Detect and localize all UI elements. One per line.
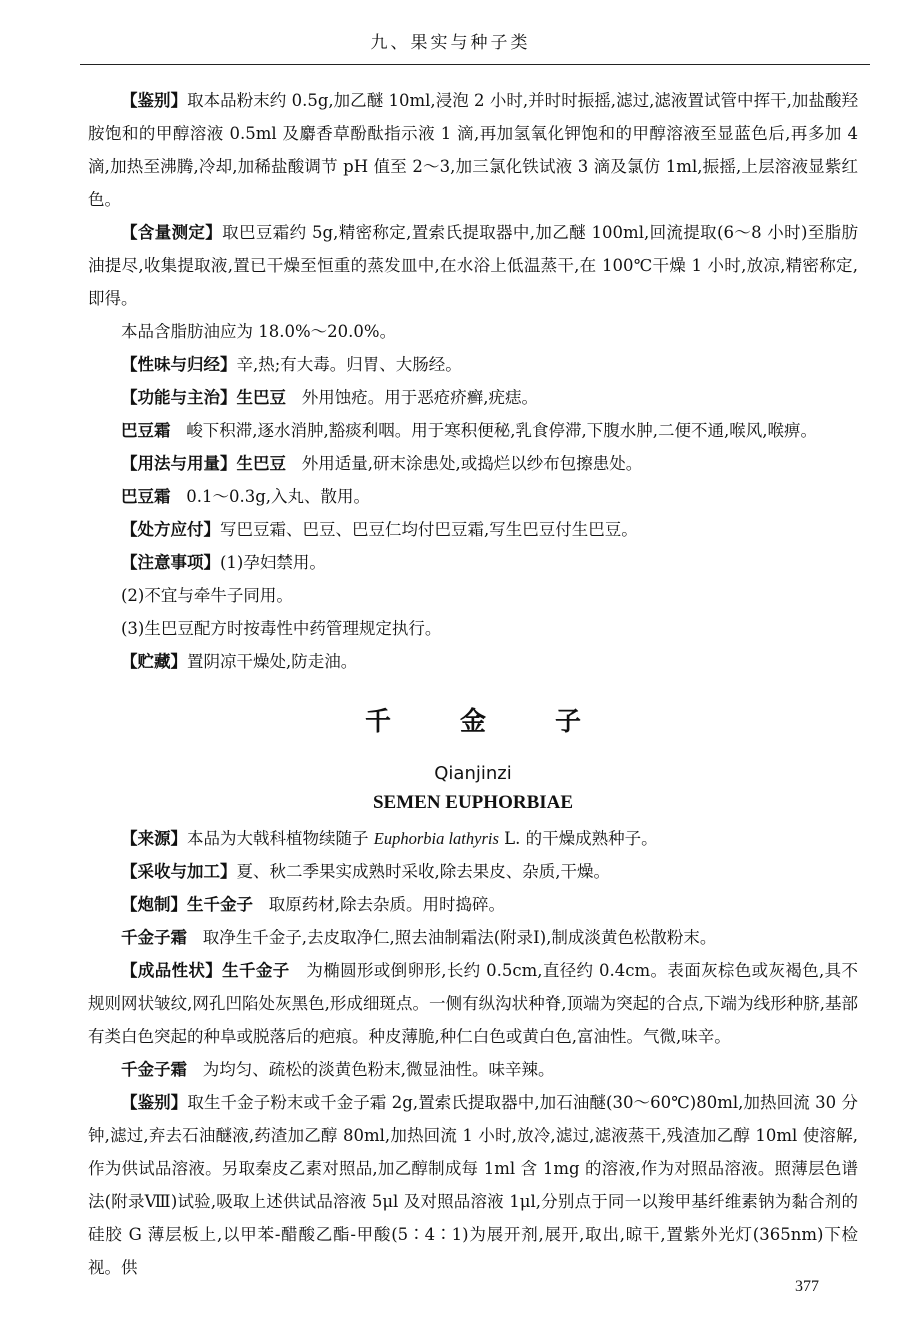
- heading-usage: 【用法与用量】: [121, 454, 237, 473]
- heading-identification: 【鉴别】: [121, 91, 188, 110]
- text-identification-2: 取生千金子粉末或千金子霜 2g,置索氏提取器中,加石油醚(30～60℃)80ml,加热回流 30 分钟,滤过,弃去石油醚液,药渣加乙醇 80ml,加热回流 1 小时,放冷,滤过,滤液蒸干,残渣加乙醇 10ml 使溶解,作为供试品溶液。另取秦皮乙素对照品,加乙醇制成每 1ml 含 1mg 的溶液,作为对照品溶液。照薄层色谱法(附录Ⅷ)试验,吸取上述供试品溶液 5μl 及对照品溶液 1μl,分别点于同一以羧甲基纤维素钠为黏合剂的硅胶 G 薄层板上,以甲苯-醋酸乙酯-甲酸(5∶4∶1)为展开剂,展开,取出,晾干,置紫外光灯(365nm)下检视。供: [88, 1093, 858, 1277]
- text-assay: 取巴豆霜约 5g,精密称定,置索氏提取器中,加乙醚 100ml,回流提取(6～8 小时)至脂肪油提尽,收集提取液,置已干燥至恒重的蒸发皿中,在水浴上低温蒸干,在 100℃干燥 1 小时,放凉,精密称定,即得。: [88, 223, 859, 308]
- subheading-processing-1: 生千金子: [187, 895, 253, 914]
- text-storage: 置阴凉干燥处,防走油。: [187, 652, 358, 671]
- paragraph-source: [88, 822, 858, 855]
- page-body: [88, 84, 858, 1284]
- running-head: 九、果实与种子类: [370, 33, 531, 53]
- heading-source: 【来源】: [121, 829, 187, 848]
- paragraph-harvest: [88, 855, 858, 888]
- text-identification: 取本品粉末约 0.5g,加乙醚 10ml,浸泡 2 小时,并时时振摇,滤过,滤液置试管中挥干,加盐酸羟胺饱和的甲醇溶液 0.5ml 及麝香草酚酞指示液 1 滴,再加氢氧化钾饱和的甲醇溶液至显蓝色后,再多加 4 滴,加热至沸腾,冷却,加稀盐酸调节 pH 值至 2～3,加三氯化铁试液 3 滴及氯仿 1ml,振摇,上层溶液显紫红色。: [88, 91, 859, 209]
- paragraph-prescription: [88, 513, 858, 546]
- text-source-latin: Euphorbia lathyris: [373, 829, 499, 848]
- latin-name: SEMEN EUPHORBIAE: [372, 792, 574, 813]
- pinyin-name: Qianjinzi: [434, 763, 512, 784]
- text-processing-1: 取原药材,除去杂质。用时捣碎。: [268, 895, 505, 914]
- paragraph-assay: [88, 216, 858, 315]
- heading-assay: 【含量测定】: [121, 223, 223, 242]
- text-usage-2: 0.1～0.3g,入丸、散用。: [186, 487, 371, 506]
- paragraph-processing-2: [88, 921, 858, 954]
- text-characteristics-1: 为椭圆形或倒卵形,长约 0.5cm,直径约 0.4cm。表面灰棕色或灰褐色,具不规则网状皱纹,网孔凹陷处灰黑色,形成细斑点。一侧有纵沟状种脊,顶端为突起的合点,下端为线形种脐,基部有类白色突起的种阜或脱落后的疤痕。种皮薄脆,种仁白色或黄白色,富油性。气微,味辛。: [88, 961, 859, 1046]
- heading-processing: 【炮制】: [121, 895, 187, 914]
- paragraph-function-2: [88, 414, 858, 447]
- heading-storage: 【贮藏】: [121, 652, 187, 671]
- text-processing-2: 取净生千金子,去皮取净仁,照去油制霜法(附录Ⅰ),制成淡黄色松散粉末。: [202, 928, 717, 947]
- heading-prescription: 【处方应付】: [121, 520, 220, 539]
- paragraph-function: [88, 381, 858, 414]
- section-title: 千 金 子: [364, 707, 612, 737]
- subheading-usage-1: 生巴豆: [236, 454, 286, 473]
- heading-function: 【功能与主治】: [121, 388, 237, 407]
- text-source-post: L. 的干燥成熟种子。: [504, 829, 658, 848]
- header-rule: [80, 64, 870, 65]
- text-function-2: 峻下积滞,逐水消肿,豁痰利咽。用于寒积便秘,乳食停滞,下腹水肿,二便不通,喉风,喉痹。: [186, 421, 817, 440]
- subheading-processing-2: 千金子霜: [121, 928, 187, 947]
- text-property: 辛,热;有大毒。归胃、大肠经。: [236, 355, 462, 374]
- paragraph-storage: [88, 645, 858, 678]
- paragraph-characteristics-2: [88, 1053, 858, 1086]
- paragraph-property: [88, 348, 858, 381]
- heading-identification-2: 【鉴别】: [121, 1093, 188, 1112]
- text-prescription: 写巴豆霜、巴豆、巴豆仁均付巴豆霜,写生巴豆付生巴豆。: [220, 520, 638, 539]
- paragraph-characteristics: [88, 954, 858, 1053]
- subheading-croton-frost: 巴豆霜: [121, 421, 171, 440]
- heading-characteristics: 【成品性状】: [121, 961, 223, 980]
- heading-property: 【性味与归经】: [121, 355, 237, 374]
- text-precaution-2: (2)不宜与牵牛子同用。: [121, 586, 293, 605]
- paragraph-usage-2: [88, 480, 858, 513]
- heading-harvest: 【采收与加工】: [121, 862, 237, 881]
- text-harvest: 夏、秋二季果实成熟时采收,除去果皮、杂质,干燥。: [236, 862, 610, 881]
- subheading-characteristics-1: 生千金子: [222, 961, 290, 980]
- paragraph-precautions: [88, 546, 858, 579]
- heading-precautions: 【注意事项】: [121, 553, 220, 572]
- subheading-characteristics-2: 千金子霜: [121, 1060, 187, 1079]
- page-number: 377: [795, 1278, 819, 1295]
- paragraph-identification: [88, 84, 858, 216]
- paragraph-processing: [88, 888, 858, 921]
- text-usage-1: 外用适量,研末涂患处,或捣烂以纱布包擦患处。: [301, 454, 643, 473]
- text-precaution-1: (1)孕妇禁用。: [220, 553, 326, 572]
- text-characteristics-2: 为均匀、疏松的淡黄色粉末,微显油性。味辛辣。: [202, 1060, 555, 1079]
- subheading-raw-croton: 生巴豆: [236, 388, 286, 407]
- text-source-pre: 本品为大戟科植物续随子: [187, 829, 369, 848]
- paragraph-assay-limit: 本品含脂肪油应为 18.0%～20.0%。: [121, 322, 397, 341]
- paragraph-usage: [88, 447, 858, 480]
- paragraph-identification-2: [88, 1086, 858, 1284]
- subheading-usage-2: 巴豆霜: [121, 487, 171, 506]
- text-precaution-3: (3)生巴豆配方时按毒性中药管理规定执行。: [121, 619, 442, 638]
- text-function-1: 外用蚀疮。用于恶疮疥癣,疣痣。: [301, 388, 538, 407]
